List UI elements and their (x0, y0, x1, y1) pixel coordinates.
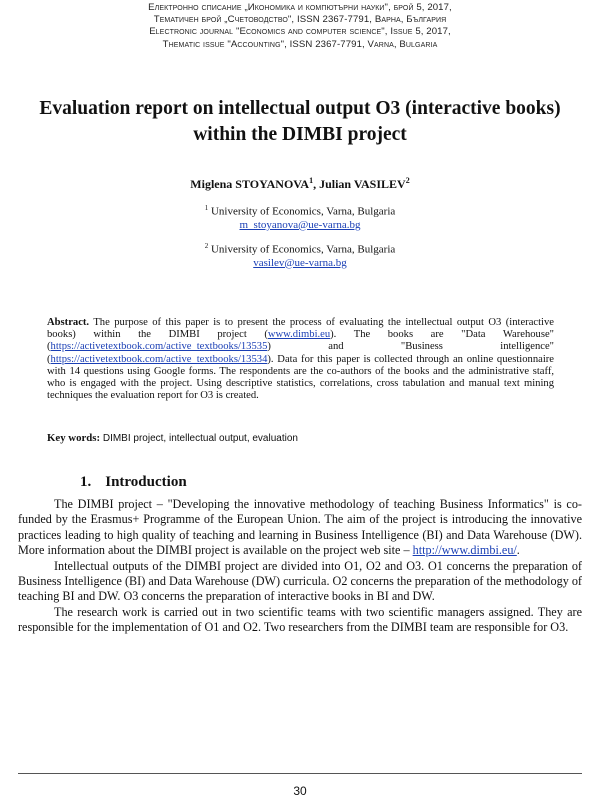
paper-title: Evaluation report on intellectual output O3 (interactive books) within the DIMBI project (39, 98, 561, 145)
header-line-4: Thematic issue "Accounting", ISSN 2367-7791, Varna, Bulgaria (162, 38, 438, 50)
section-title: Introduction (105, 474, 187, 490)
keywords (47, 432, 554, 444)
abstract-text-2: ). The books are "Data Warehouse" ( (47, 329, 554, 353)
section-heading (80, 474, 187, 491)
paragraph-1-text: The DIMBI project – "Developing the innovative methodology of teaching Business Informatics" is co-funded by the Erasmus+ Programme of the European Union. The aim of the project is introducing the innovative practices leading to high quality of teaching and learning in Business Intelligence (BI) and Data Warehouse (DW). More information about the DIMBI project is available on the project web site – (18, 497, 582, 558)
abstract-label: Abstract. (47, 317, 90, 328)
keywords-label: Key words: (47, 432, 101, 444)
header-line-3: Electronic journal "Economics and computer science", Issue 5, 2017, (149, 26, 451, 38)
journal-header (0, 2, 600, 51)
paragraph-1-link[interactable]: http://www.dimbi.eu/ (412, 543, 517, 558)
abstract-text-3: ) and "Business intelligence" ( (47, 341, 554, 365)
abstract-text-1: The purpose of this paper is to present the process of evaluating the intellectual output O3 (interactive books) within the DIMBI project ( (47, 317, 554, 341)
affiliation-2-text: University of Economics, Varna, Bulgaria (208, 243, 396, 256)
affiliation-2-sup: 2 (204, 242, 209, 250)
abstract-link-dimbi[interactable]: www.dimbi.eu (267, 329, 331, 341)
author-1-sup: 1 (309, 176, 314, 185)
affiliation-1-sup: 1 (204, 204, 209, 212)
paragraph-1 (18, 497, 582, 559)
paragraph-1-end: . (516, 543, 520, 558)
abstract-link-dw-book[interactable]: https://activetextbook.com/active_textbooks/13535 (50, 341, 268, 353)
affiliation-2-email-link[interactable]: vasilev@ue-varna.bg (253, 256, 347, 269)
section-number: 1. (80, 474, 92, 490)
body-text (18, 497, 582, 636)
page-number: 30 (293, 784, 307, 798)
paragraph-3: The research work is carried out in two scientific teams with two scientific managers assigned. They are responsible for the implementation of O1 and O2. Two researchers from the DIMBI team are responsible for O3. (18, 604, 582, 635)
affiliation-1-text: University of Economics, Varna, Bulgaria (208, 205, 396, 218)
abstract-text-4: ). Data for this paper is collected through an online questionnaire with 14 questions using Google forms. The respondents are the co-authors of the books and the administrative staff, who is engaged with the project. Using descriptive statistics, correlations, cross tabulation and manual text mining techniques the evaluation report for O3 is created. (47, 353, 554, 402)
header-line-2: Тематичен брой „Счетоводство", ISSN 2367-7791, Варна, България (153, 14, 447, 26)
keywords-value: DIMBI project, intellectual output, evaluation (100, 433, 298, 444)
author-1: Miglena STOYANOVA (190, 177, 310, 191)
author-separator: , (313, 177, 320, 191)
affiliation-1-email-link[interactable]: m_stoyanova@ue-varna.bg (239, 218, 361, 231)
affiliation-2 (0, 240, 600, 270)
author-line (0, 176, 600, 192)
paragraph-2: Intellectual outputs of the DIMBI project are divided into O1, O2 and O3. O1 concerns the preparation of Business Intelligence (BI) and Data Warehouse (DW) curricula. O2 concerns the preparation of the methodology of teaching BI and DW. O3 concerns the preparation of interactive books in BI and DW. (18, 558, 582, 604)
header-line-1: Електронно списание „Икономика и компютърни науки", брой 5, 2017, (148, 2, 452, 13)
footer-divider (18, 773, 582, 774)
author-2-sup: 2 (405, 176, 410, 185)
affiliation-1 (0, 202, 600, 232)
abstract (47, 317, 554, 402)
abstract-link-bi-book[interactable]: https://activetextbook.com/active_textbooks/13534 (50, 353, 268, 365)
author-2: Julian VASILEV (319, 177, 406, 191)
